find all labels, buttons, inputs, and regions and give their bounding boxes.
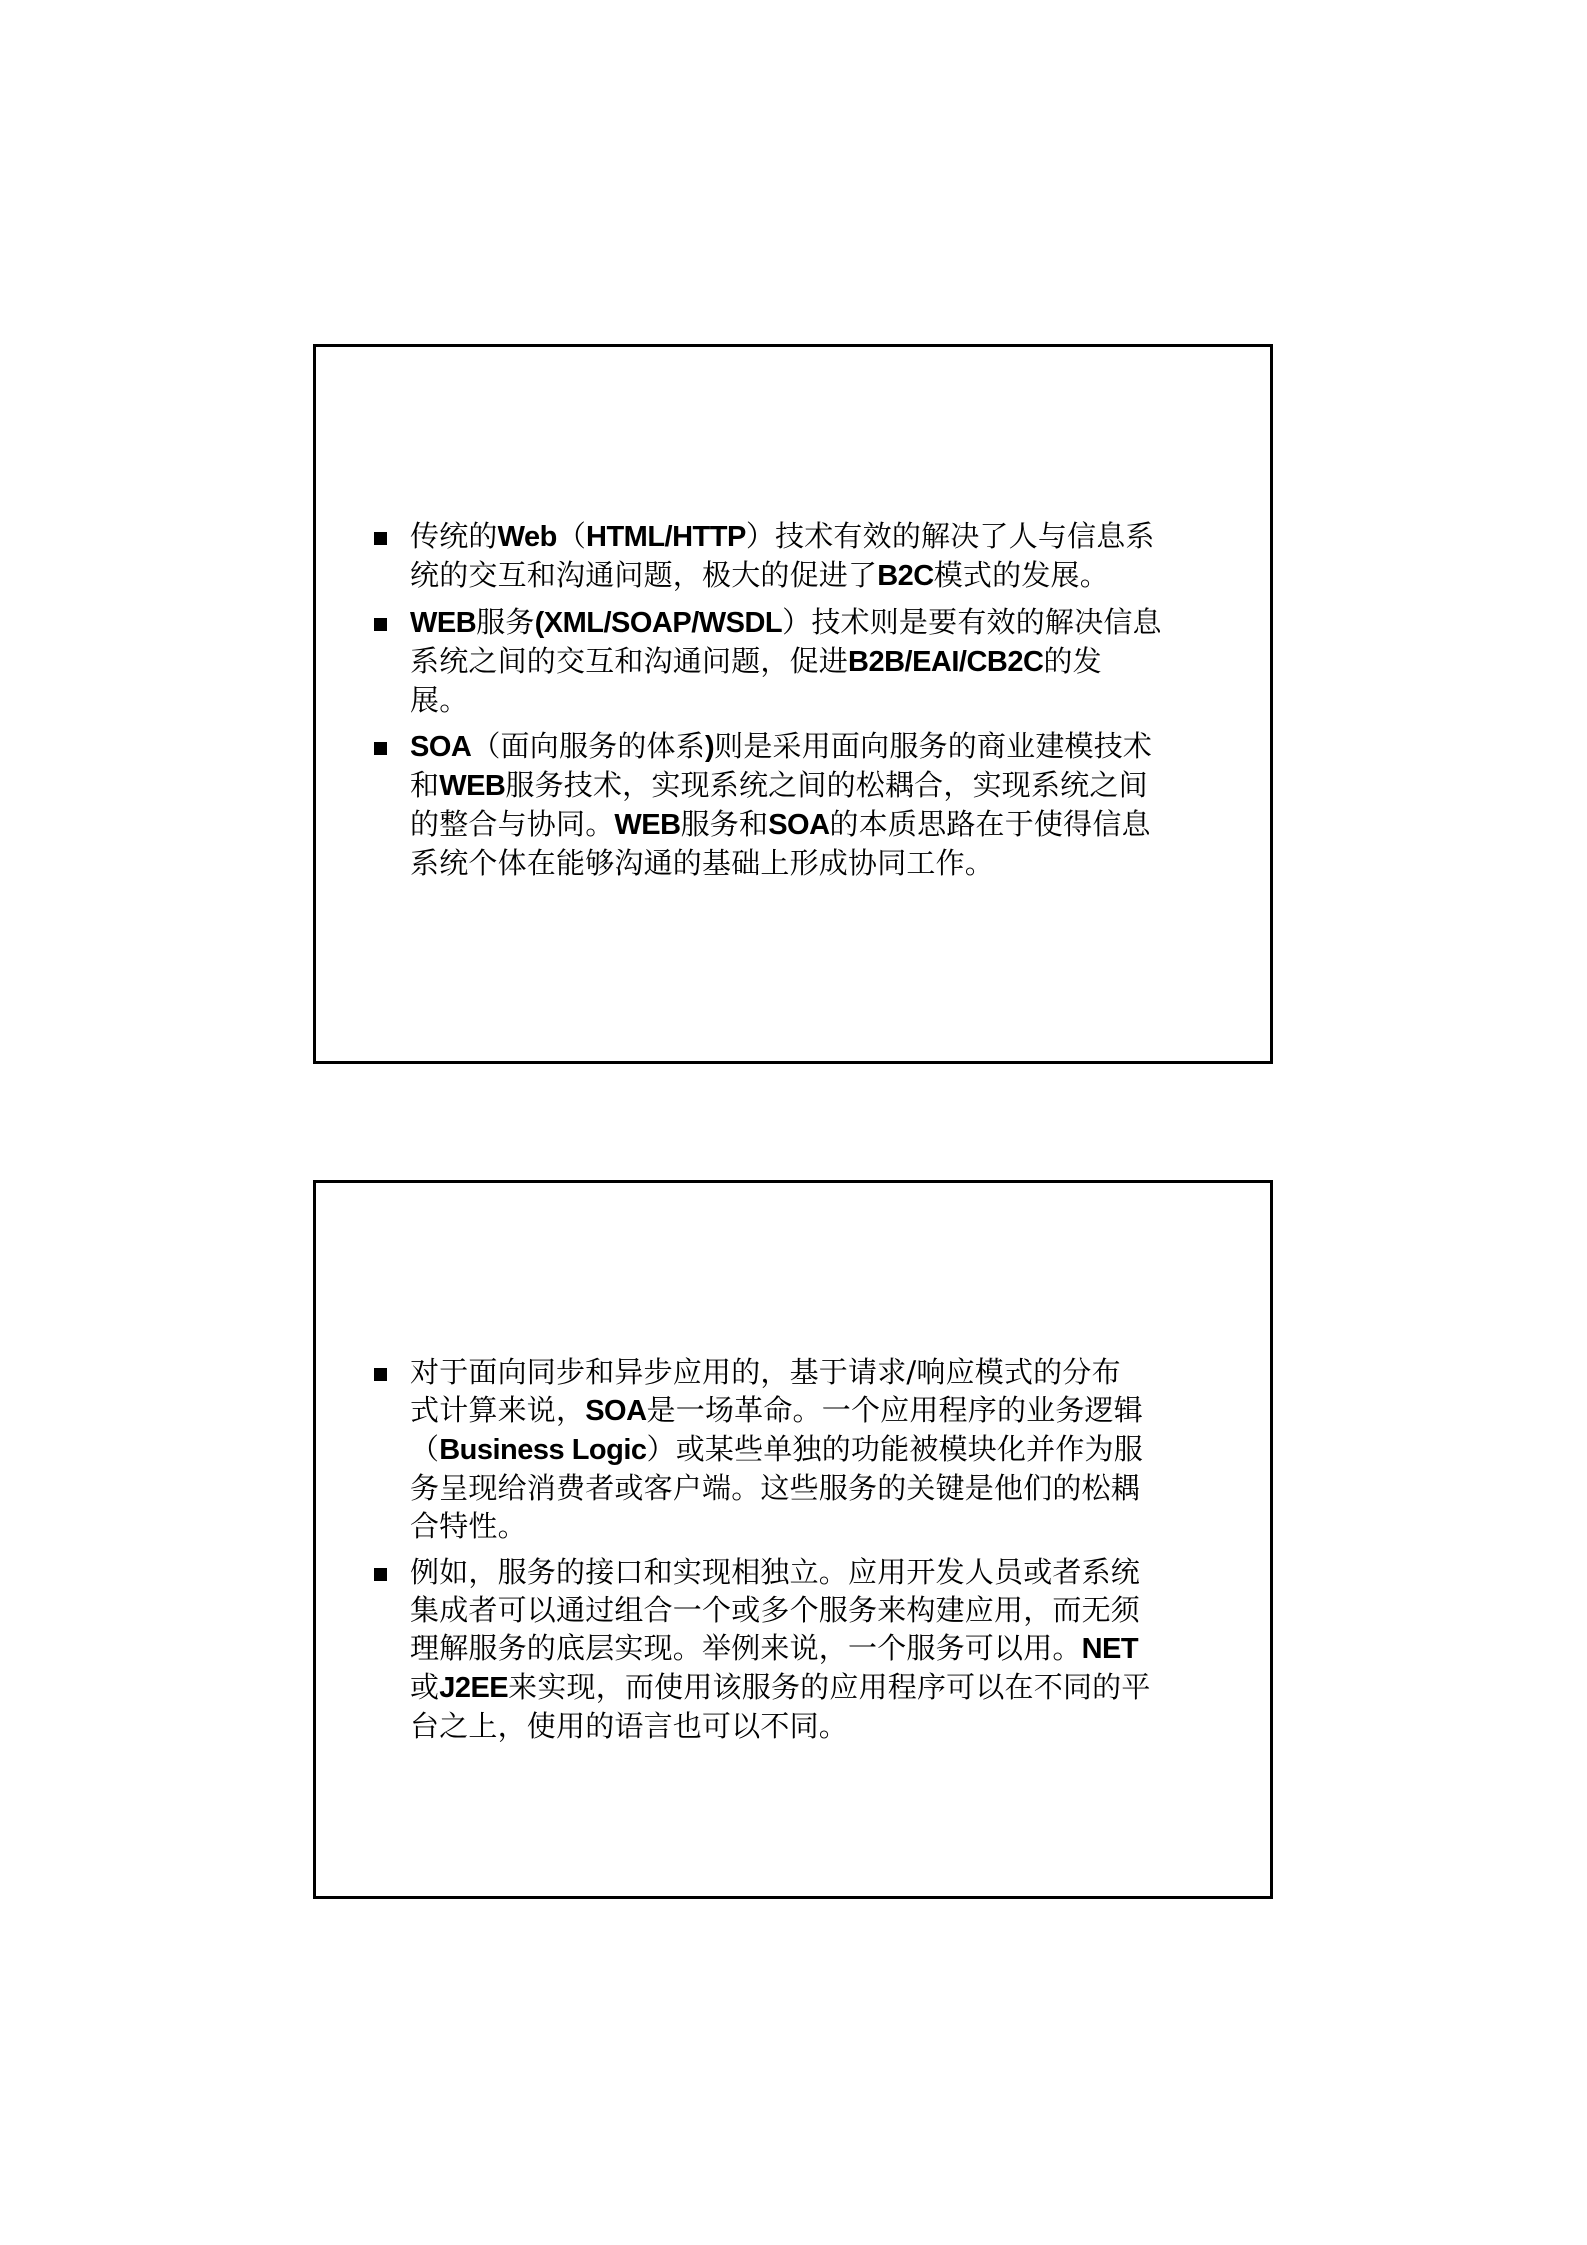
text-line <box>410 766 1240 805</box>
bold-text-run: ) <box>704 731 715 763</box>
text-run: ）技术则是要有效的解决信息 <box>782 605 1162 639</box>
text-run: ）技术有效的解决了人与信息系 <box>745 519 1155 553</box>
text-run: （ <box>556 519 587 553</box>
text-run: 式计算来说， <box>410 1393 586 1427</box>
text-line <box>410 603 1240 642</box>
bold-text-run: (XML/SOAP/WSDL <box>534 607 783 639</box>
text-run: 或 <box>410 1670 440 1704</box>
bold-text-run: HTML/HTTP <box>586 521 746 553</box>
square-bullet-icon <box>374 1568 387 1581</box>
bullet-item <box>372 1353 1240 1545</box>
text-line <box>410 1507 1240 1545</box>
bullet-list <box>372 1353 1240 1753</box>
text-run: 理解服务的底层实现。举例来说，一个服务可以用。 <box>410 1631 1082 1665</box>
square-bullet-icon <box>374 1368 387 1381</box>
bullet-item <box>372 603 1240 719</box>
bold-text-run: WEB <box>439 770 506 802</box>
text-run: 的发 <box>1043 644 1102 678</box>
bold-text-run: WEB <box>410 607 477 639</box>
text-line <box>410 1591 1240 1629</box>
text-line <box>410 727 1240 766</box>
text-run: 集成者可以通过组合一个或多个服务来构建应用，而无须 <box>410 1593 1141 1627</box>
text-line <box>410 1668 1240 1707</box>
bold-text-run: SOA <box>410 731 472 763</box>
bold-text-run: SOA <box>768 809 830 841</box>
text-line <box>410 642 1240 681</box>
text-run: 展。 <box>410 683 469 717</box>
text-line <box>410 517 1240 556</box>
text-line <box>410 1469 1240 1507</box>
bold-text-run: SOA <box>585 1395 647 1427</box>
text-line <box>410 844 1240 882</box>
bold-text-run: J2EE <box>439 1672 509 1704</box>
text-run: 对于面向同步和异步应用的，基于请求/响应模式的分布 <box>410 1355 1121 1389</box>
text-run: 是一场革命。一个应用程序的业务逻辑 <box>646 1393 1143 1427</box>
text-run: 服务 <box>476 605 535 639</box>
text-run: 统的交互和沟通问题，极大的促进了 <box>410 558 878 592</box>
bullet-item <box>372 1553 1240 1745</box>
text-line <box>410 1391 1240 1430</box>
text-line <box>410 1707 1240 1745</box>
text-line <box>410 681 1240 719</box>
text-run: 的整合与协同。 <box>410 807 615 841</box>
text-run: （ <box>410 1432 440 1466</box>
text-run: 台之上，使用的语言也可以不同。 <box>410 1709 849 1743</box>
square-bullet-icon <box>374 618 387 631</box>
text-line <box>410 1353 1240 1391</box>
bold-text-run: B2B/EAI/CB2C <box>848 646 1044 678</box>
text-run: 传统的 <box>410 519 498 553</box>
text-line <box>410 556 1240 595</box>
text-run: （面向服务的体系 <box>471 729 705 763</box>
text-run: 服务和 <box>680 807 769 841</box>
square-bullet-icon <box>374 532 387 545</box>
bold-text-run: WEB <box>614 809 681 841</box>
bullet-list <box>372 517 1240 890</box>
text-line <box>410 1553 1240 1591</box>
text-run: 则是采用面向服务的商业建模技术 <box>714 729 1153 763</box>
text-run: 系统个体在能够沟通的基础上形成协同工作。 <box>410 846 995 880</box>
text-run: 来实现，而使用该服务的应用程序可以在不同的平 <box>508 1670 1151 1704</box>
text-run: 合特性。 <box>410 1509 527 1543</box>
text-run: 和 <box>410 768 440 802</box>
text-run: ）或某些单独的功能被模块化并作为服 <box>646 1432 1143 1466</box>
bold-text-run: NET <box>1081 1633 1139 1665</box>
text-line <box>410 1629 1240 1668</box>
bullet-item <box>372 727 1240 882</box>
bold-text-run: B2C <box>877 560 934 592</box>
slide-1 <box>313 344 1273 1064</box>
text-line <box>410 1430 1240 1469</box>
text-run: 例如，服务的接口和实现相独立。应用开发人员或者系统 <box>410 1555 1141 1589</box>
bold-text-run: Web <box>497 521 557 553</box>
bullet-item <box>372 517 1240 595</box>
text-run: 务呈现给消费者或客户端。这些服务的关键是他们的松耦 <box>410 1471 1141 1505</box>
bold-text-run: Business Logic <box>439 1434 647 1466</box>
text-run: 模式的发展。 <box>933 558 1109 592</box>
text-run: 服务技术，实现系统之间的松耦合，实现系统之间 <box>505 768 1148 802</box>
text-run: 系统之间的交互和沟通问题，促进 <box>410 644 849 678</box>
text-line <box>410 805 1240 844</box>
text-run: 的本质思路在于使得信息 <box>829 807 1151 841</box>
square-bullet-icon <box>374 742 387 755</box>
slide-2 <box>313 1180 1273 1899</box>
